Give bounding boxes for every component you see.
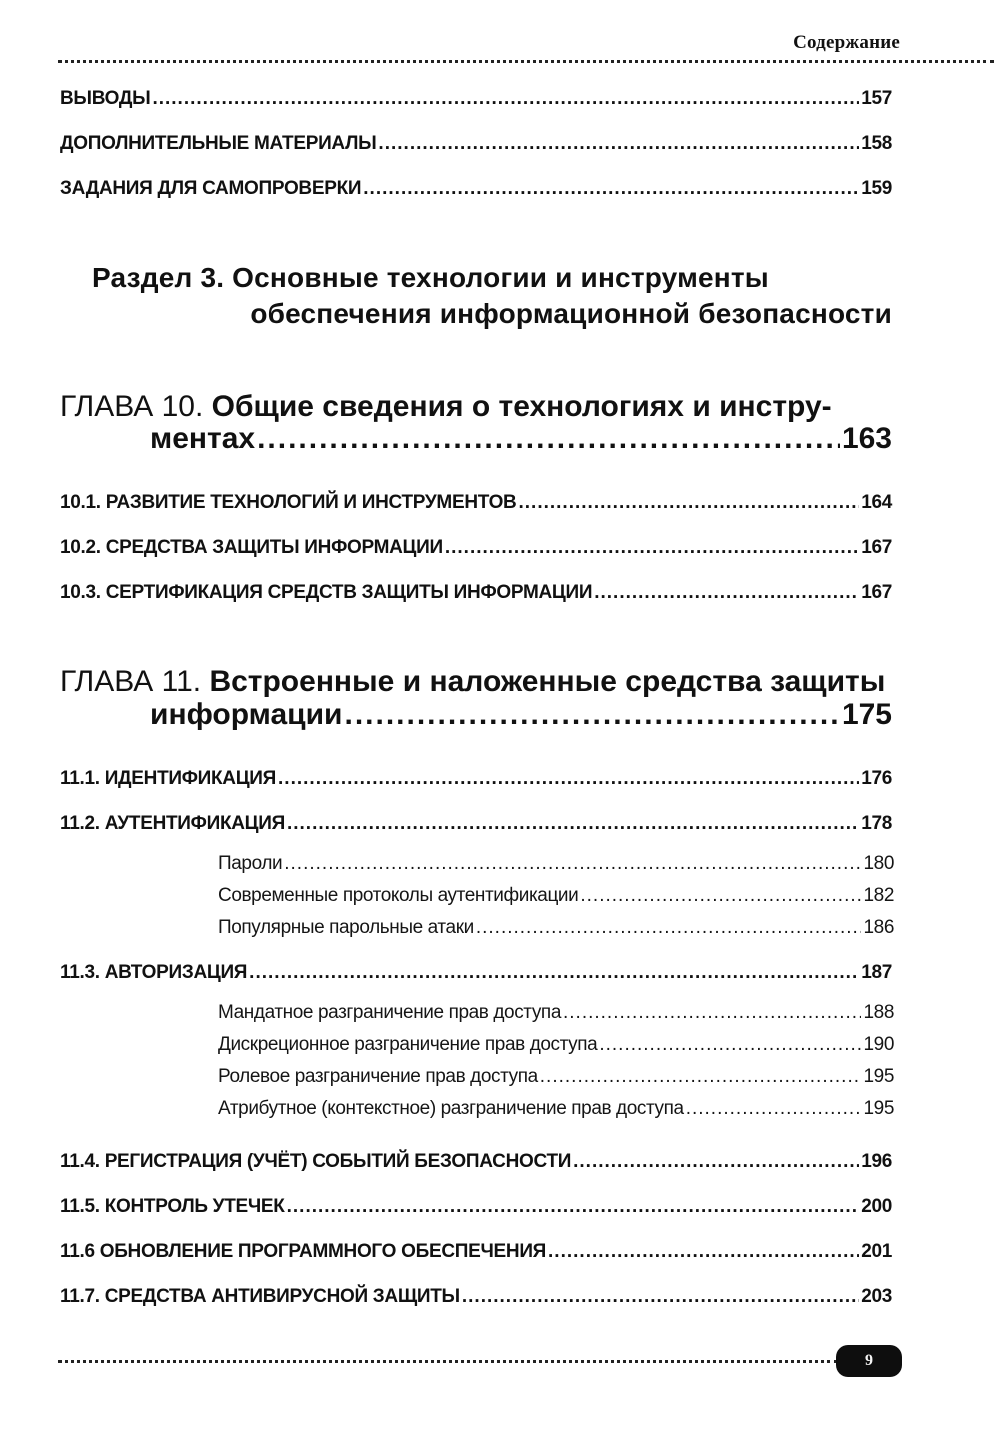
toc-entry[interactable] — [60, 1151, 892, 1173]
toc-entry[interactable] — [60, 1286, 892, 1308]
dot-leader — [287, 813, 859, 835]
dot-leader — [476, 917, 862, 939]
toc-entry-page: 178 — [861, 813, 892, 834]
dot-leader — [287, 1196, 860, 1218]
dot-leader — [573, 1151, 859, 1173]
dot-leader — [445, 537, 859, 559]
toc-subentry-label: Популярные парольные атаки — [218, 917, 474, 938]
toc-subentry[interactable] — [218, 1098, 894, 1120]
chapter-11-title: Встроенные и наложенные средства защиты — [209, 665, 886, 698]
dot-leader — [462, 1286, 859, 1308]
toc-entry-label: 11.7. СРЕДСТВА АНТИВИРУСНОЙ ЗАЩИТЫ — [60, 1286, 460, 1307]
chapter-10-page: 163 — [841, 422, 892, 455]
toc-entry-label: 11.5. КОНТРОЛЬ УТЕЧЕК — [60, 1196, 285, 1217]
toc-subentry[interactable] — [218, 1034, 894, 1056]
running-header: Содержание — [793, 32, 900, 53]
chapter-11-page: 175 — [841, 698, 892, 731]
toc-entry[interactable] — [60, 1196, 892, 1218]
dot-leader — [257, 422, 840, 456]
toc-subentry-label: Атрибутное (контекстное) разграничение прав доступа — [218, 1098, 684, 1119]
toc-entry-label: 11.3. АВТОРИЗАЦИЯ — [60, 962, 248, 983]
dot-leader — [548, 1241, 859, 1263]
toc-entry-label: ДОПОЛНИТЕЛЬНЫЕ МАТЕРИАЛЫ — [60, 133, 377, 154]
toc-subentry-label: Ролевое разграничение прав доступа — [218, 1066, 538, 1087]
dot-leader — [563, 1002, 862, 1024]
toc-entry-page: 167 — [861, 582, 892, 603]
dot-leader — [284, 853, 861, 875]
toc-entry-label: ВЫВОДЫ — [60, 88, 151, 109]
dot-leader — [278, 768, 859, 790]
toc-entry-page: 159 — [861, 178, 892, 199]
toc-entry-label: 11.4. РЕГИСТРАЦИЯ (УЧЁТ) СОБЫТИЙ БЕЗОПАСНОСТИ — [60, 1151, 572, 1172]
toc-subentry-label: Мандатное разграничение прав доступа — [218, 1002, 561, 1023]
toc-entry[interactable] — [60, 813, 892, 835]
toc-entry-page: 176 — [861, 768, 892, 789]
toc-entry-page: 187 — [861, 962, 892, 983]
dot-leader — [686, 1098, 862, 1120]
toc-entry-label: ЗАДАНИЯ ДЛЯ САМОПРОВЕРКИ — [60, 178, 362, 199]
toc-entry-page: 203 — [861, 1286, 892, 1307]
dot-leader — [594, 582, 859, 604]
toc-entry-page: 164 — [861, 492, 892, 513]
chapter-11-title-cont: информации — [150, 698, 343, 731]
toc-subentry-label: Современные протоколы аутентификации — [218, 885, 579, 906]
toc-entry[interactable] — [60, 768, 892, 790]
toc-entry-label: 11.1. ИДЕНТИФИКАЦИЯ — [60, 768, 277, 789]
toc-subentry[interactable] — [218, 885, 894, 907]
toc-subentry-page: 188 — [863, 1002, 894, 1023]
dot-leader — [344, 698, 839, 732]
chapter-11-heading[interactable] — [60, 665, 885, 699]
toc-entry-page: 196 — [861, 1151, 892, 1172]
toc-entry[interactable] — [60, 88, 892, 110]
footer-divider — [58, 1360, 838, 1363]
toc-entry-label: 11.6 ОБНОВЛЕНИЕ ПРОГРАММНОГО ОБЕСПЕЧЕНИЯ — [60, 1241, 547, 1262]
dot-leader — [518, 492, 859, 514]
toc-subentry[interactable] — [218, 1066, 894, 1088]
toc-subentry-label: Дискреционное разграничение прав доступа — [218, 1034, 598, 1055]
section-title-line-1: Раздел 3. Основные технологии и инструменты — [92, 262, 769, 293]
toc-entry-label: 10.2. СРЕДСТВА ЗАЩИТЫ ИНФОРМАЦИИ — [60, 537, 443, 558]
toc-entry-page: 157 — [861, 88, 892, 109]
chapter-10-heading[interactable] — [60, 390, 832, 424]
toc-subentry-page: 186 — [863, 917, 894, 938]
toc-entry-label: 10.1. РАЗВИТИЕ ТЕХНОЛОГИЙ И ИНСТРУМЕНТОВ — [60, 492, 517, 513]
chapter-11-prefix: ГЛАВА 11. — [60, 665, 202, 698]
toc-entry[interactable] — [60, 537, 892, 559]
toc-subentry-page: 195 — [863, 1066, 894, 1087]
dot-leader — [378, 133, 859, 155]
toc-subentry-page: 190 — [863, 1034, 894, 1055]
toc-subentry-label: Пароли — [218, 853, 283, 874]
dot-leader — [249, 962, 859, 984]
toc-subentry-page: 180 — [863, 853, 894, 874]
chapter-10-title: Общие сведения о технологиях и инстру- — [211, 390, 832, 423]
toc-entry-label: 11.2. АУТЕНТИФИКАЦИЯ — [60, 813, 285, 834]
header-divider — [58, 60, 994, 63]
dot-leader — [152, 88, 859, 110]
toc-entry[interactable] — [60, 492, 892, 514]
toc-entry[interactable] — [60, 962, 892, 984]
dot-leader — [363, 178, 859, 200]
page-number-badge: 9 — [836, 1345, 902, 1377]
section-title-line-2: обеспечения информационной безопасности — [250, 298, 892, 329]
toc-entry-label: 10.3. СЕРТИФИКАЦИЯ СРЕДСТВ ЗАЩИТЫ ИНФОРМАЦИИ — [60, 582, 593, 603]
chapter-10-prefix: ГЛАВА 10. — [60, 390, 204, 423]
toc-entry[interactable] — [60, 133, 892, 155]
dot-leader — [599, 1034, 861, 1056]
dot-leader — [540, 1066, 862, 1088]
toc-subentry-page: 182 — [863, 885, 894, 906]
chapter-11-heading-continued[interactable] — [150, 698, 892, 732]
toc-entry[interactable] — [60, 1241, 892, 1263]
toc-entry-page: 158 — [861, 133, 892, 154]
chapter-10-heading-continued[interactable] — [150, 422, 892, 456]
toc-subentry[interactable] — [218, 853, 894, 875]
toc-entry-page: 167 — [861, 537, 892, 558]
chapter-10-title-cont: ментах — [150, 422, 256, 455]
toc-entry[interactable] — [60, 178, 892, 200]
dot-leader — [580, 885, 861, 907]
toc-subentry[interactable] — [218, 917, 894, 939]
toc-entry-page: 200 — [861, 1196, 892, 1217]
toc-entry-page: 201 — [861, 1241, 892, 1262]
toc-subentry[interactable] — [218, 1002, 894, 1024]
toc-subentry-page: 195 — [863, 1098, 894, 1119]
toc-entry[interactable] — [60, 582, 892, 604]
